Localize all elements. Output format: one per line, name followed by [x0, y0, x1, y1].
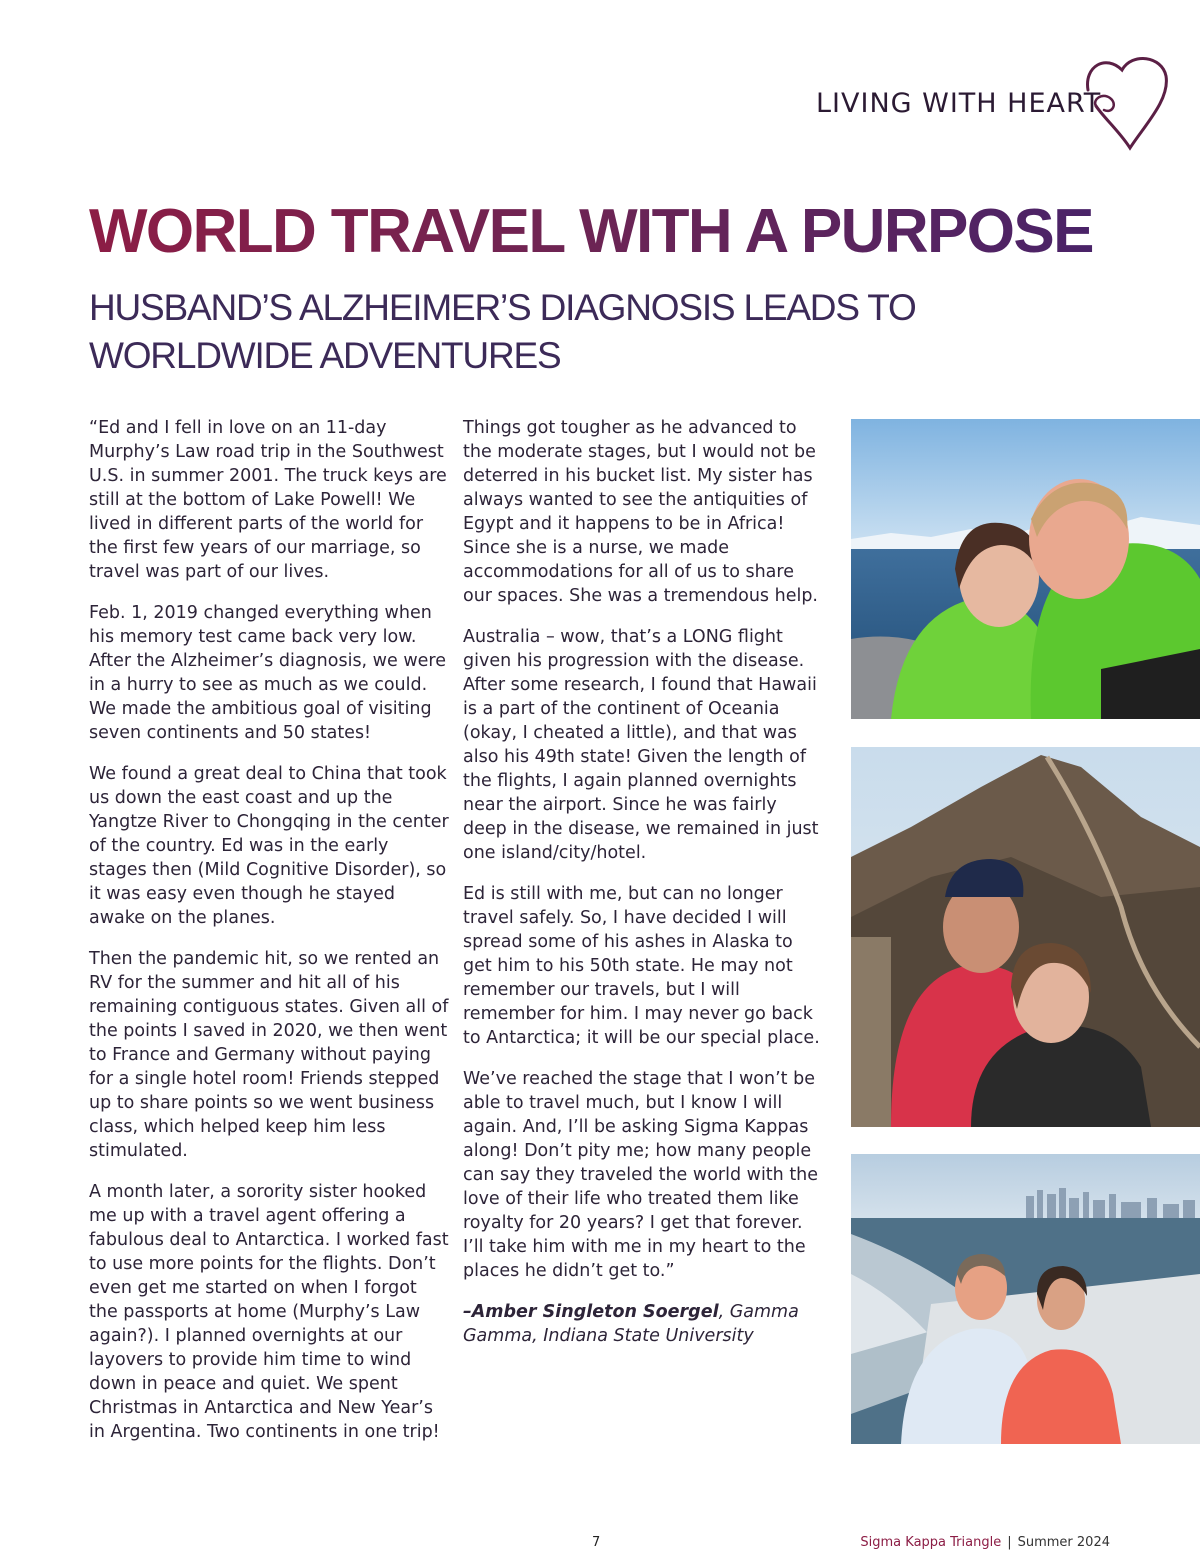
- issue-label: Summer 2024: [1017, 1535, 1110, 1550]
- paragraph: Feb. 1, 2019 changed everything when his memory test came back very low. After the Alzheimer’s diagnosis, we were in a hurry to see as much as we could. We made the ambitious goal of visiting seven continents and 50 states!: [89, 603, 446, 743]
- article-title: WORLD TRAVEL WITH A PURPOSE: [89, 196, 1149, 268]
- text-column-left: [89, 416, 451, 1461]
- paragraph: Ed is still with me, but can no longer travel safely. So, I have decided I will spread some of his ashes in Alaska to get him to his 50th state. He may not remember our travels, but I will remember for him. I may never go back to Antarctica; it will be our special place.: [463, 884, 820, 1048]
- page-number: 7: [592, 1535, 601, 1550]
- section-label: LIVING WITH HEART: [816, 88, 1102, 119]
- photo-antarctica-couple: [851, 419, 1200, 719]
- heart-icon: [1082, 48, 1174, 156]
- publication-name: Sigma Kappa Triangle: [860, 1535, 1002, 1550]
- paragraph: Australia – wow, that’s a LONG flight given his progression with the disease. After some research, I found that Hawaii is a part of the continent of Oceania (okay, I cheated a little), and that was also his 49th state! Given the length of the flights, I again planned overnights near the airport. Since he was fairly deep in the disease, we remained in just one island/city/hotel.: [463, 627, 819, 863]
- paragraph: We’ve reached the stage that I won’t be able to travel much, but I know I will again. And, I’ll be asking Sigma Kappas along! Don’t pity me; how many people can say they traveled the world with the love of their life who treated them like royalty for 20 years? I get that forever. I’ll take him with me in my heart to the places he didn’t get to.”: [463, 1069, 819, 1281]
- photo-boat-couple: [851, 1154, 1200, 1444]
- paragraph: “Ed and I fell in love on an 11-day Murphy’s Law road trip in the Southwest U.S. in summer 2001. The truck keys are still at the bottom of Lake Powell! We lived in different parts of the world for the first few years of our marriage, so travel was part of our lives.: [89, 418, 447, 582]
- article-subtitle: HUSBAND’S ALZHEIMER’S DIAGNOSIS LEADS TO WORLDWIDE ADVENTURES: [89, 287, 916, 376]
- paragraph: A month later, a sorority sister hooked me up with a travel agent offering a fabulous deal to Antarctica. I worked fast to use more points for the flights. Don’t even get me started on when I forgot the passports at home (Murphy’s Law again?). I planned overnights at our layovers to provide him time to wind down in peace and quiet. We spent Christmas in Antarctica and New Year’s in Argentina. Two continents in one trip!: [89, 1182, 449, 1442]
- footer-separator: |: [1007, 1535, 1012, 1550]
- author-name: –Amber Singleton Soergel: [463, 1302, 719, 1322]
- text-column-right: [463, 416, 825, 1365]
- photo-great-wall-couple: [851, 747, 1200, 1127]
- paragraph: Then the pandemic hit, so we rented an RV for the summer and hit all of his remaining contiguous states. Given all of the points I saved in 2020, we then went to France and Germany without paying for a single hotel room! Friends stepped up to share points so we went business class, which helped keep him less stimulated.: [89, 949, 449, 1161]
- author-signature: [463, 1300, 825, 1348]
- paragraph: We found a great deal to China that took us down the east coast and up the Yangtze River to Chongqing in the center of the country. Ed was in the early stages then (Mild Cognitive Disorder), so it was easy even though he stayed awake on the planes.: [89, 764, 449, 928]
- paragraph: Things got tougher as he advanced to the moderate stages, but I would not be deterred in his bucket list. My sister has always wanted to see the antiquities of Egypt and it happens to be in Africa! Since she is a nurse, we made accommodations for all of us to share our spaces. She was a tremendous help.: [463, 418, 818, 606]
- author-affiliation: , Gamma Gamma, Indiana State University: [463, 1302, 799, 1346]
- footer-publication-info: [860, 1535, 1110, 1550]
